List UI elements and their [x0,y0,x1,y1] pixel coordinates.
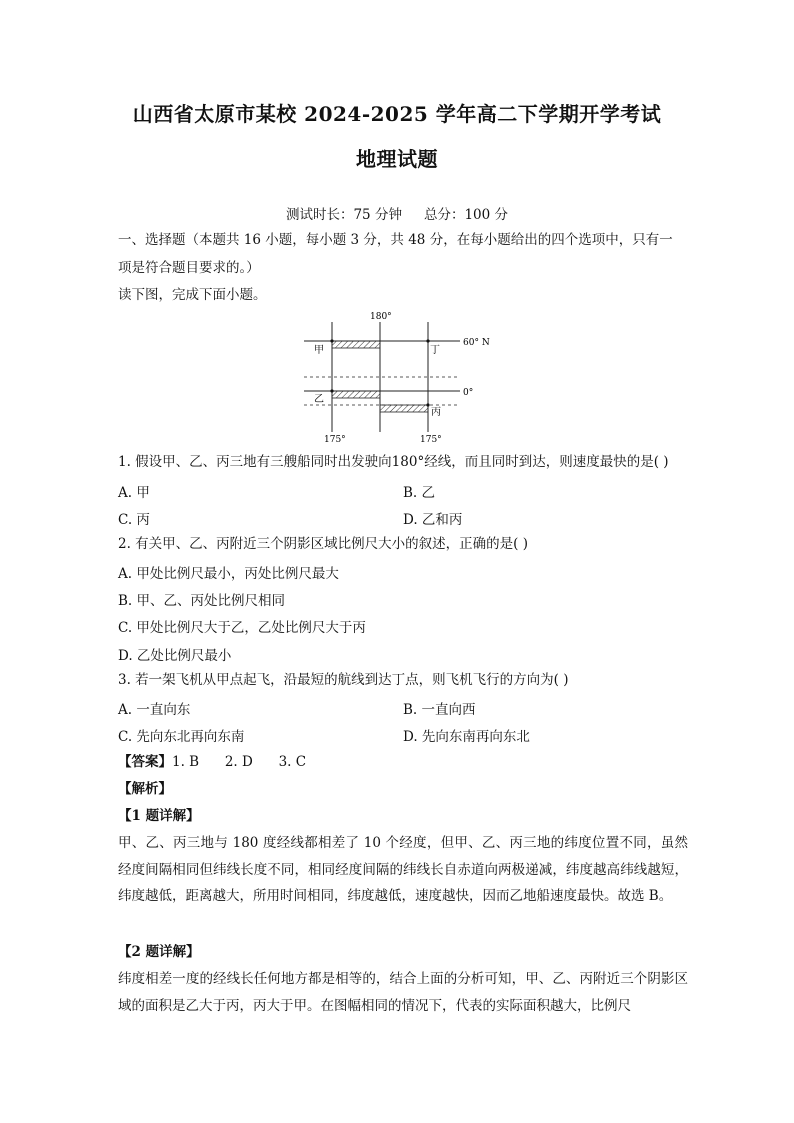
analysis-q1-text: 甲、乙、丙三地与 180 度经线都相差了 10 个经度，但甲、乙、丙三地的纬度位置不同，虽然经度间隔相同但纬线长度不同，相同经度间隔的纬线长自赤道向两极递减，纬度越高纬线越短，纬度越低，距离越大，所用时间相同，纬度越低，速度越快，因而乙地船速度最快。故选 B。 [118,835,688,904]
question-2-option-d[interactable]: D. 乙处比例尺最小 [118,648,232,664]
hatched-region-yi [332,391,380,398]
answer-text: 1. B 2. D 3. C [172,754,307,770]
label-ding: 丁 [430,345,440,356]
section-heading-line1: 一、选择题（本题共 16 小题，每小题 3 分，共 48 分，在每小题给出的四个选项中，只有一 [118,232,673,248]
question-1-option-c[interactable]: C. 丙 [118,512,150,528]
question-3-option-c[interactable]: C. 先向东北再向东南 [118,729,245,745]
hatched-region-bing [380,405,428,412]
analysis-q2-label: 【2 题详解】 [118,944,200,960]
question-2-option-c[interactable]: C. 甲处比例尺大于乙，乙处比例尺大于丙 [118,620,366,636]
analysis-q1-label: 【1 题详解】 [118,808,200,824]
answer-label: 【答案】 [118,754,172,770]
label-180: 180° [370,312,392,322]
label-jia: 甲 [314,345,324,356]
question-2-option-a[interactable]: A. 甲处比例尺最小，丙处比例尺最大 [118,566,339,582]
analysis-q2-text: 纬度相差一度的经线长任何地方都是相等的，结合上面的分析可知，甲、乙、丙附近三个阴影区域的面积是乙大于丙，丙大于甲。在图幅相同的情况下，代表的实际面积越大，比例尺 [118,971,688,1014]
point-yi [330,389,333,392]
exam-duration: 测试时长：75 分钟 [285,207,402,223]
question-3-option-b[interactable]: B. 一直向西 [403,702,476,718]
label-175-right: 175° [420,435,442,445]
label-175-left: 175° [324,435,346,445]
question-1-option-b[interactable]: B. 乙 [403,485,436,501]
point-bing [426,403,429,406]
analysis-label: 【解析】 [118,781,172,797]
label-60n: 60° N [463,338,490,348]
hatched-region-jia [332,341,380,348]
point-ding [426,339,429,342]
exam-meta [0,203,794,223]
section-instruction: 读下图，完成下面小题。 [118,287,267,303]
point-jia [330,339,333,342]
answer-line [118,752,693,772]
label-0: 0° [463,388,474,398]
label-bing: 丙 [431,407,441,418]
exam-total-score: 总分：100 分 [423,207,509,223]
question-3-stem: 3. 若一架飞机从甲点起飞，沿最短的航线到达丁点，则飞机飞行的方向为( ) [118,672,569,688]
question-3-option-a[interactable]: A. 一直向东 [118,702,191,718]
exam-subject: 地理试题 [356,147,438,171]
section-heading-line2: 项是符合题目要求的。） [118,260,260,276]
question-3-option-d[interactable]: D. 先向东南再向东北 [403,729,530,745]
question-2-stem: 2. 有关甲、乙、丙附近三个阴影区域比例尺大小的叙述，正确的是( ) [118,536,528,552]
question-1-option-a[interactable]: A. 甲 [118,485,150,501]
question-1-stem: 1. 假设甲、乙、丙三地有三艘船同时出发驶向180°经线，而且同时到达，则速度最快的是( ) [118,454,669,470]
question-1-option-d[interactable]: D. 乙和丙 [403,512,463,528]
label-yi: 乙 [314,394,324,405]
latitude-longitude-figure [290,308,510,448]
exam-title: 山西省太原市某校 2024-2025 学年高二下学期开学考试 [132,102,662,126]
question-2-option-b[interactable]: B. 甲、乙、丙处比例尺相同 [118,593,286,609]
